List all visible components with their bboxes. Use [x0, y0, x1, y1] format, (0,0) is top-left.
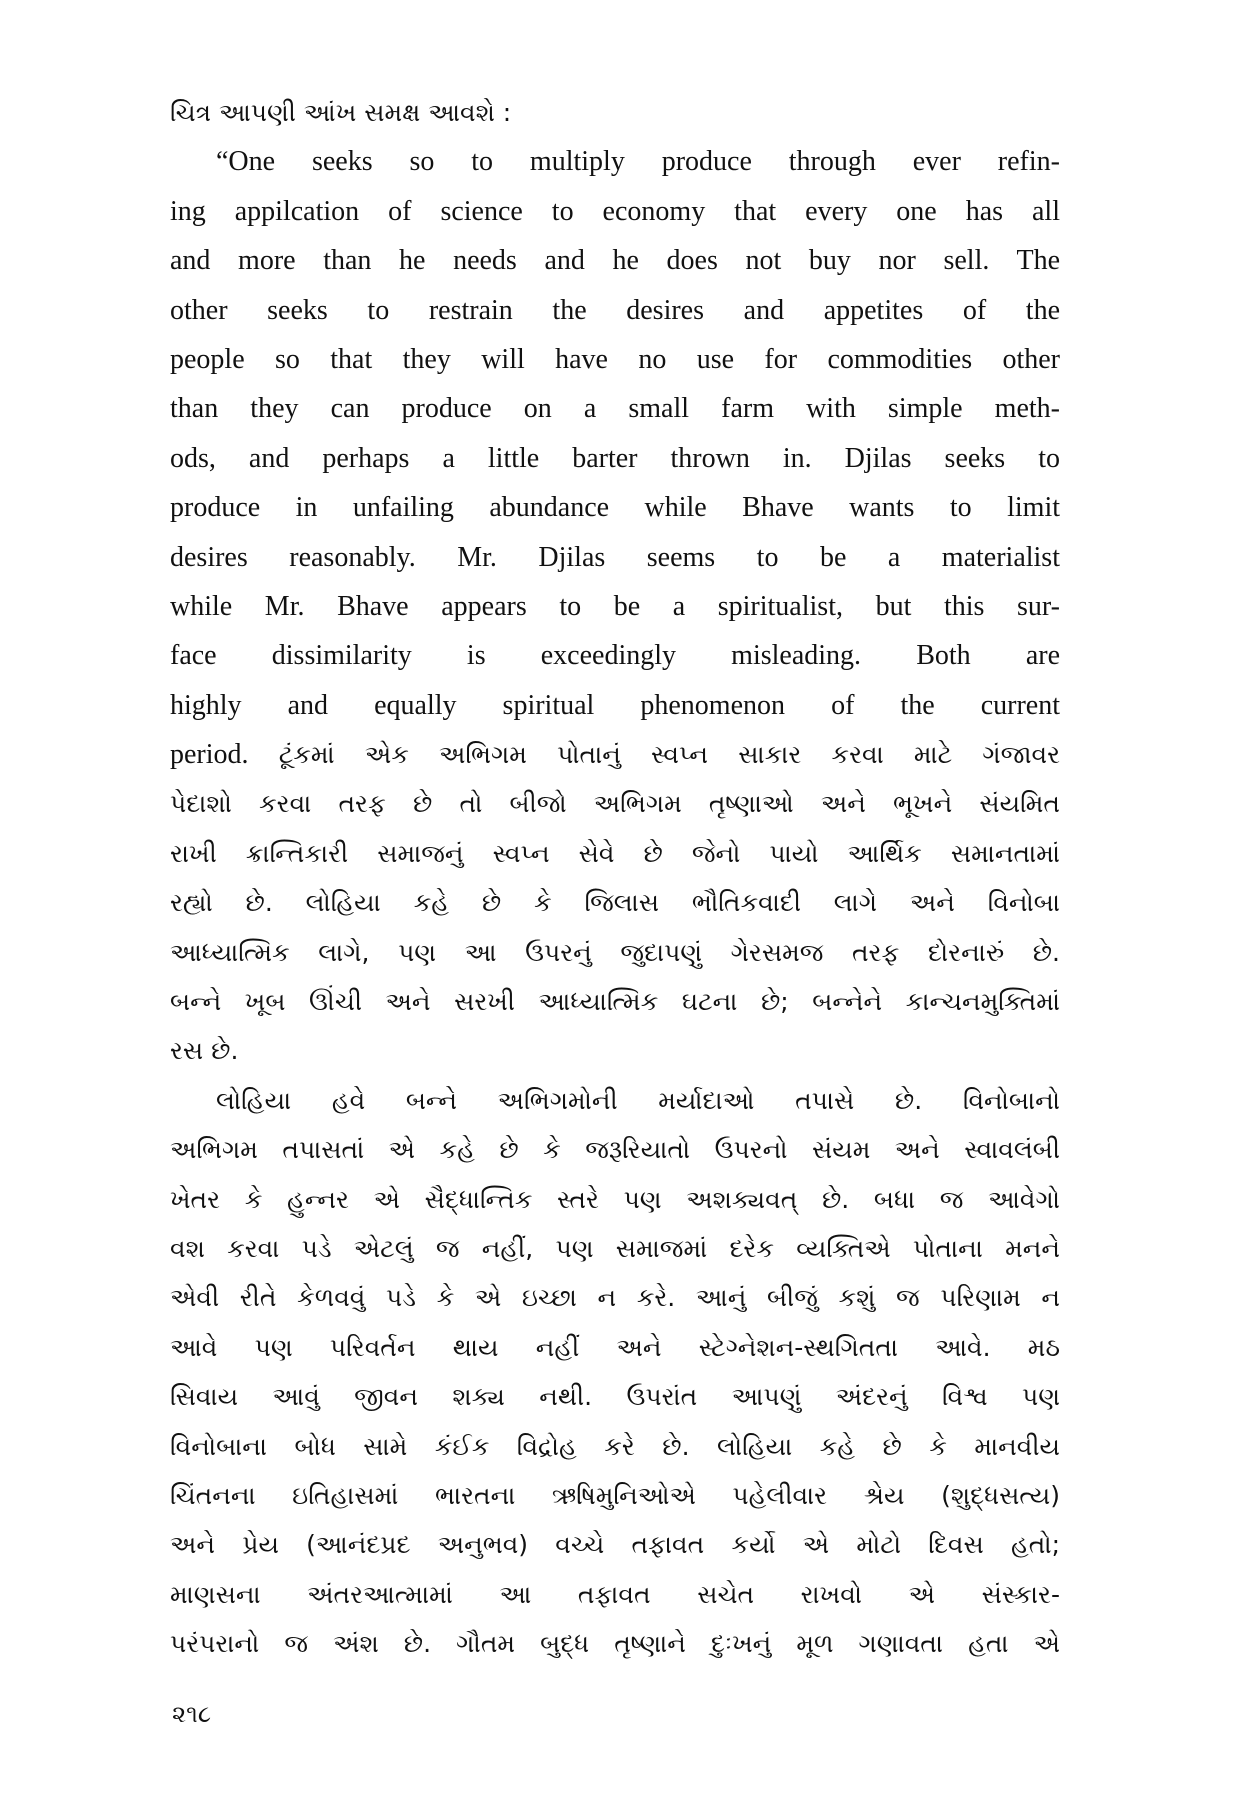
text-gu: ટૂંકમાં એક અભિગમ પોતાનું સ્વપ્ન સાકાર કરવા માટે ગંજાવર — [248, 740, 1060, 770]
text-line: અને પ્રેય (આનંદપ્રદ અનુભવ) વચ્ચે તફાવત કર્યો એ મોટો દિવસ હતો; — [170, 1530, 1060, 1560]
text-line: and more than he needs and he does not buy nor sell. The — [170, 245, 1060, 277]
text-line: એવી રીતે કેળવવું પડે કે એ ઇચ્છા ન કરે. આનું બીજું કશું જ પરિણામ ન — [170, 1283, 1060, 1313]
quote-paragraph — [170, 137, 1060, 1075]
text-line: highly and equally spiritual phenomenon of the current — [170, 689, 1060, 721]
text-line: produce in unfailing abundance while Bhave wants to limit — [170, 492, 1060, 524]
lohia-paragraph — [170, 1076, 1060, 1669]
heading-line: ચિત્ર આપણી આંખ સમક્ષ આવશે : — [170, 98, 512, 127]
text-line: રાખી ક્રાન્તિકારી સમાજનું સ્વપ્ન સેવે છે જેનો પાયો આર્થિક સમાનતામાં — [170, 838, 1060, 868]
text-line: people so that they will have no use for commodities other — [170, 343, 1060, 375]
page-body — [170, 88, 1060, 1669]
text-line: આધ્યાત્મિક લાગે, પણ આ ઉપરનું જુદાપણું ગેરસમજ તરફ દોરનારું છે. — [170, 937, 1060, 967]
text-line: “One seeks so to multiply produce through ever refin- — [216, 146, 1060, 178]
text-line: રસ છે. — [170, 1036, 239, 1066]
page-number: ૨૧૮ — [172, 1700, 212, 1728]
text-line: face dissimilarity is exceedingly misleading. Both are — [170, 640, 1060, 672]
text-en: period. — [170, 739, 249, 771]
text-line: while Mr. Bhave appears to be a spiritualist, but this sur- — [170, 590, 1060, 622]
text-line: માણસના અંતરઆત્મામાં આ તફાવત સચેત રાખવો એ સંસ્કાર- — [170, 1579, 1060, 1609]
text-line: વશ કરવા પડે એટલું જ નહીં, પણ સમાજમાં દરેક વ્યક્તિએ પોતાના મનને — [170, 1233, 1060, 1263]
text-line: than they can produce on a small farm with simple meth- — [170, 393, 1060, 425]
text-line: other seeks to restrain the desires and appetites of the — [170, 294, 1060, 326]
text-line: પરંપરાનો જ અંશ છે. ગૌતમ બુદ્ધ તૃષ્ણાને દુઃખનું મૂળ ગણાવતા હતા એ — [170, 1629, 1060, 1659]
text-line: ing appilcation of science to economy that every one has all — [170, 195, 1060, 227]
text-line: વિનોબાના બોધ સામે કંઈક વિદ્રોહ કરે છે. લોહિયા કહે છે કે માનવીય — [170, 1431, 1060, 1461]
text-line: લોહિયા હવે બન્ને અભિગમોની મર્યાદાઓ તપાસે છે. વિનોબાનો — [216, 1085, 1060, 1115]
text-line: ચિંતનના ઇતિહાસમાં ભારતના ઋષિમુનિઓએ પહેલીવાર શ્રેય (શુદ્ધસત્ય) — [170, 1480, 1060, 1510]
text-line: ખેતર કે હુન્નર એ સૈદ્ધાન્તિક સ્તરે પણ અશક્યવત્ છે. બધા જ આવેગો — [170, 1184, 1060, 1214]
mixed-text-line — [170, 730, 1060, 779]
text-line: અભિગમ તપાસતાં એ કહે છે કે જરૂરિયાતો ઉપરનો સંયમ અને સ્વાવલંબી — [170, 1135, 1060, 1165]
text-line: સિવાય આવું જીવન શક્ય નથી. ઉપરાંત આપણું અંદરનું વિશ્વ પણ — [170, 1382, 1060, 1412]
text-line: desires reasonably. Mr. Djilas seems to be a materialist — [170, 541, 1060, 573]
text-line: રહ્યો છે. લોહિયા કહે છે કે જિલાસ ભૌતિકવાદી લાગે અને વિનોબા — [170, 888, 1060, 918]
text-line: પેદાશો કરવા તરફ છે તો બીજો અભિગમ તૃષ્ણાઓ અને ભૂખને સંયમિત — [170, 789, 1060, 819]
text-line: બન્ને ખૂબ ઊંચી અને સરખી આધ્યાત્મિક ઘટના છે; બન્નેને કાન્ચનમુક્તિમાં — [170, 987, 1060, 1017]
text-line: આવે પણ પરિવર્તન થાય નહીં અને સ્ટેગ્નેશન-સ્થગિતતા આવે. મઠ — [170, 1332, 1060, 1362]
text-line: ods, and perhaps a little barter thrown in. Djilas seeks to — [170, 442, 1060, 474]
